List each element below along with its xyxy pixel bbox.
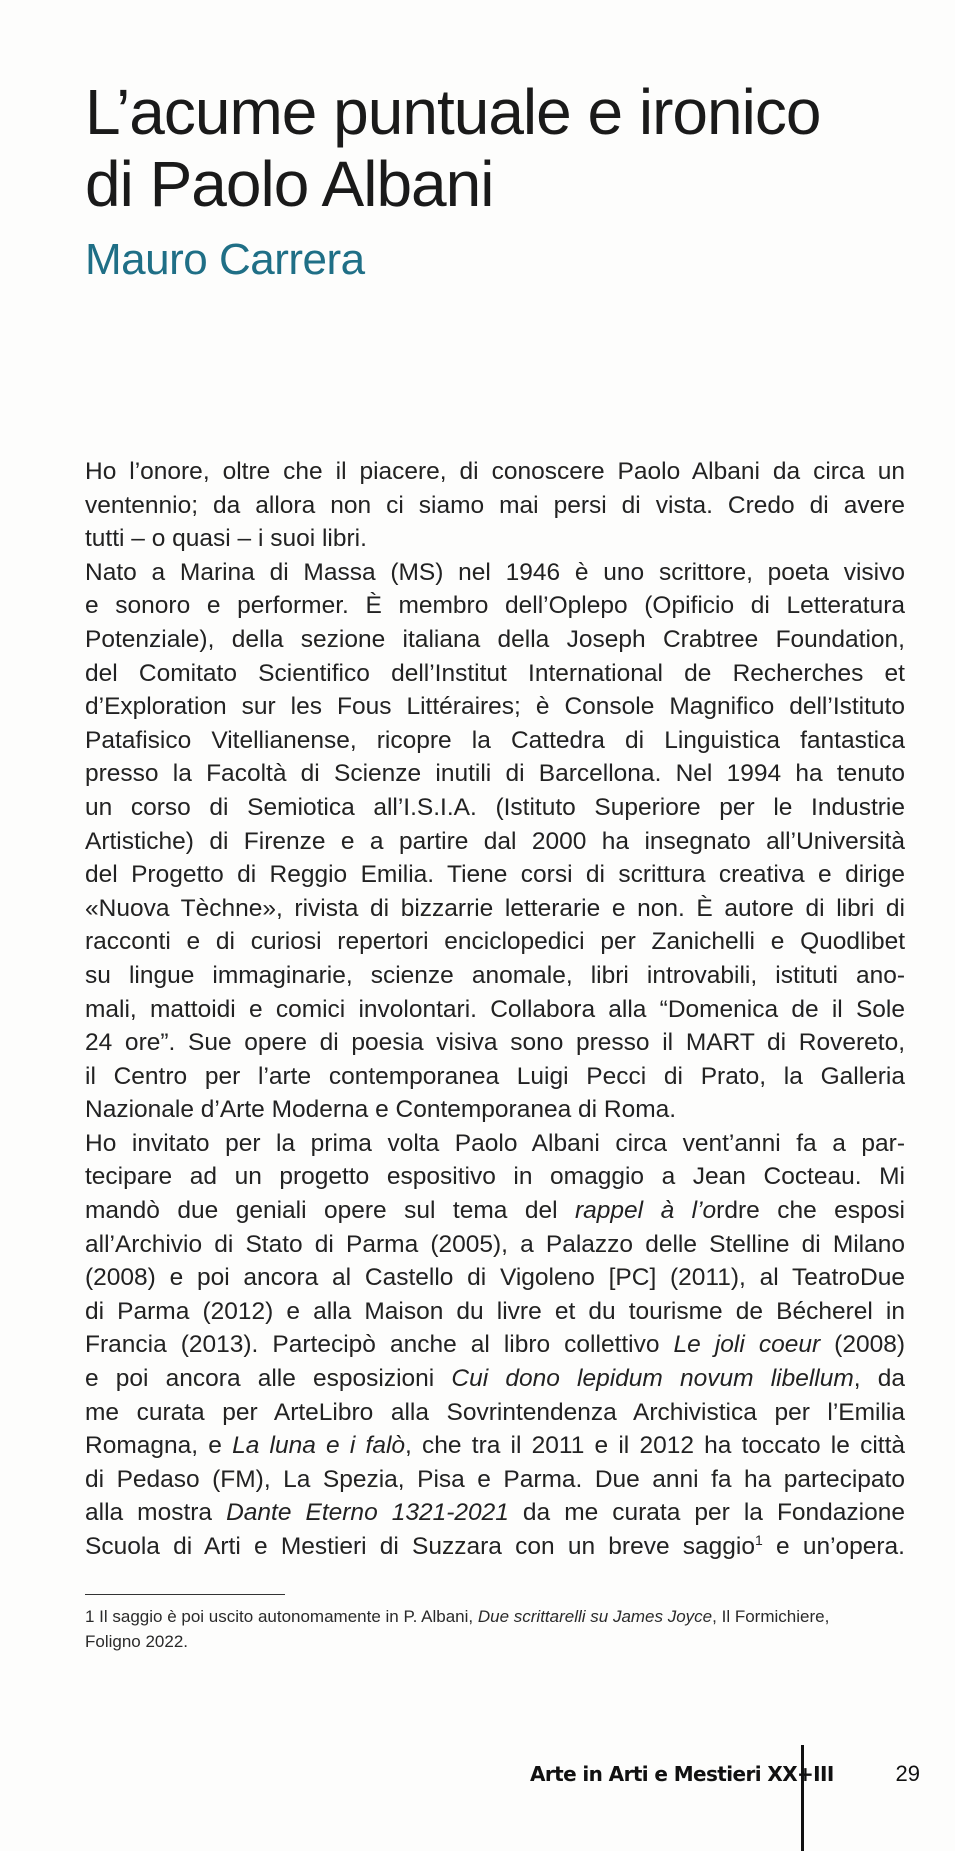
article-title-line: L’acume puntuale e ironico xyxy=(85,76,821,148)
body-line: presso la Facoltà di Scienze inutili di Barcellona. Nel 1994 ha tenuto xyxy=(85,760,905,788)
running-head: Arte in Arti e Mestieri XX+III xyxy=(530,1762,834,1786)
body-line: del Progetto di Reggio Emilia. Tiene corsi di scrittura creativa e dirige xyxy=(85,861,905,889)
body-line: su lingue immaginarie, scienze anomale, libri introvabili, istituti ano- xyxy=(85,961,905,989)
article-title xyxy=(85,76,905,220)
body-line: un corso di Semiotica all’I.S.I.A. (Istituto Superiore per le Industrie xyxy=(85,793,905,821)
body-line: racconti e di curiosi repertori enciclopedici per Zanichelli e Quodlibet xyxy=(85,928,905,956)
article-title-line: di Paolo Albani xyxy=(85,148,494,220)
italic-title: Due scrittarelli su James Joyce xyxy=(477,1607,713,1626)
body-line: (2008) e poi ancora al Castello di Vigoleno [PC] (2011), al TeatroDue xyxy=(85,1264,905,1292)
body-line: «Nuova Tèchne», rivista di bizzarrie letterarie e non. È autore di libri di xyxy=(85,894,905,922)
italic-title: rappel à l’o xyxy=(575,1197,717,1225)
italic-title: Le joli coeur xyxy=(673,1331,821,1359)
article-body xyxy=(85,455,905,1564)
body-line: Francia (2013). Partecipò anche al libro collettivo Le joli coeur (2008) xyxy=(85,1331,905,1359)
page-number: 29 xyxy=(895,1761,920,1786)
italic-title: Dante Eterno 1321-2021 xyxy=(226,1499,509,1527)
article-author: Mauro Carrera xyxy=(85,235,365,284)
body-line: all’Archivio di Stato di Parma (2005), a Palazzo delle Stelline di Milano xyxy=(85,1230,905,1258)
body-line: di Pedaso (FM), La Spezia, Pisa e Parma. Due anni fa ha partecipato xyxy=(85,1465,905,1493)
body-line: ventennio; da allora non ci siamo mai persi di vista. Credo di avere xyxy=(85,491,905,519)
footnote-reference[interactable]: 1 xyxy=(755,1531,763,1548)
body-line: Patafisico Vitellianense, ricopre la Cattedra di Linguistica fantastica xyxy=(85,726,905,754)
footnote xyxy=(85,1604,905,1654)
footnote-divider xyxy=(85,1594,285,1595)
footnote-line: 1 Il saggio è poi uscito autonomamente in P. Albani, Due scrittarelli su James Joyce, Il Formichiere, xyxy=(85,1607,830,1626)
body-line: me curata per ArteLibro alla Sovrintendenza Archivistica per l’Emilia xyxy=(85,1398,905,1426)
body-line: tecipare ad un progetto espositivo in omaggio a Jean Cocteau. Mi xyxy=(85,1163,905,1191)
body-line: alla mostra Dante Eterno 1321-2021 da me curata per la Fondazione xyxy=(85,1499,905,1527)
body-line: Scuola di Arti e Mestieri di Suzzara con un breve saggio$^1$ e un’opera. xyxy=(85,1531,905,1560)
body-line: d’Exploration sur les Fous Littéraires; è Console Magnifico dell’Istituto xyxy=(85,693,905,721)
body-line: tutti – o quasi – i suoi libri. xyxy=(85,525,367,553)
body-line: mali, mattoidi e comici involontari. Collabora alla “Domenica de il Sole xyxy=(85,995,905,1023)
body-line: di Parma (2012) e alla Maison du livre et du tourisme de Bécherel in xyxy=(85,1297,905,1325)
body-line: Potenziale), della sezione italiana della Joseph Crabtree Foundation, xyxy=(85,625,905,653)
body-line: Nazionale d’Arte Moderna e Contemporanea di Roma. xyxy=(85,1096,677,1124)
italic-title: La luna e i falò xyxy=(232,1432,406,1460)
body-line: mandò due geniali opere sul tema del rappel à l’ordre che esposi xyxy=(85,1197,905,1225)
footer-divider xyxy=(801,1745,804,1851)
body-line: del Comitato Scientifico dell’Institut International de Recherches et xyxy=(85,659,905,687)
body-line: Artistiche) di Firenze e a partire dal 2000 ha insegnato all’Università xyxy=(85,827,905,855)
footnote-line: Foligno 2022. xyxy=(85,1632,189,1651)
body-line: e poi ancora alle esposizioni Cui dono lepidum novum libellum, da xyxy=(85,1365,905,1393)
body-line: Ho invitato per la prima volta Paolo Albani circa vent’anni fa a par- xyxy=(85,1129,905,1157)
body-line: Ho l’onore, oltre che il piacere, di conoscere Paolo Albani da circa un xyxy=(85,458,905,485)
body-line: e sonoro e performer. È membro dell’Oplepo (Opificio di Letteratura xyxy=(85,592,905,620)
body-line: Romagna, e La luna e i falò, che tra il 2011 e il 2012 ha toccato le città xyxy=(85,1432,906,1460)
body-line: 24 ore”. Sue opere di poesia visiva sono presso il MART di Rovereto, xyxy=(85,1029,905,1057)
body-line: il Centro per l’arte contemporanea Luigi Pecci di Prato, la Galleria xyxy=(85,1062,905,1090)
italic-title: Cui dono lepidum novum libellum xyxy=(451,1365,854,1393)
body-line: Nato a Marina di Massa (MS) nel 1946 è uno scrittore, poeta visivo xyxy=(85,558,905,586)
